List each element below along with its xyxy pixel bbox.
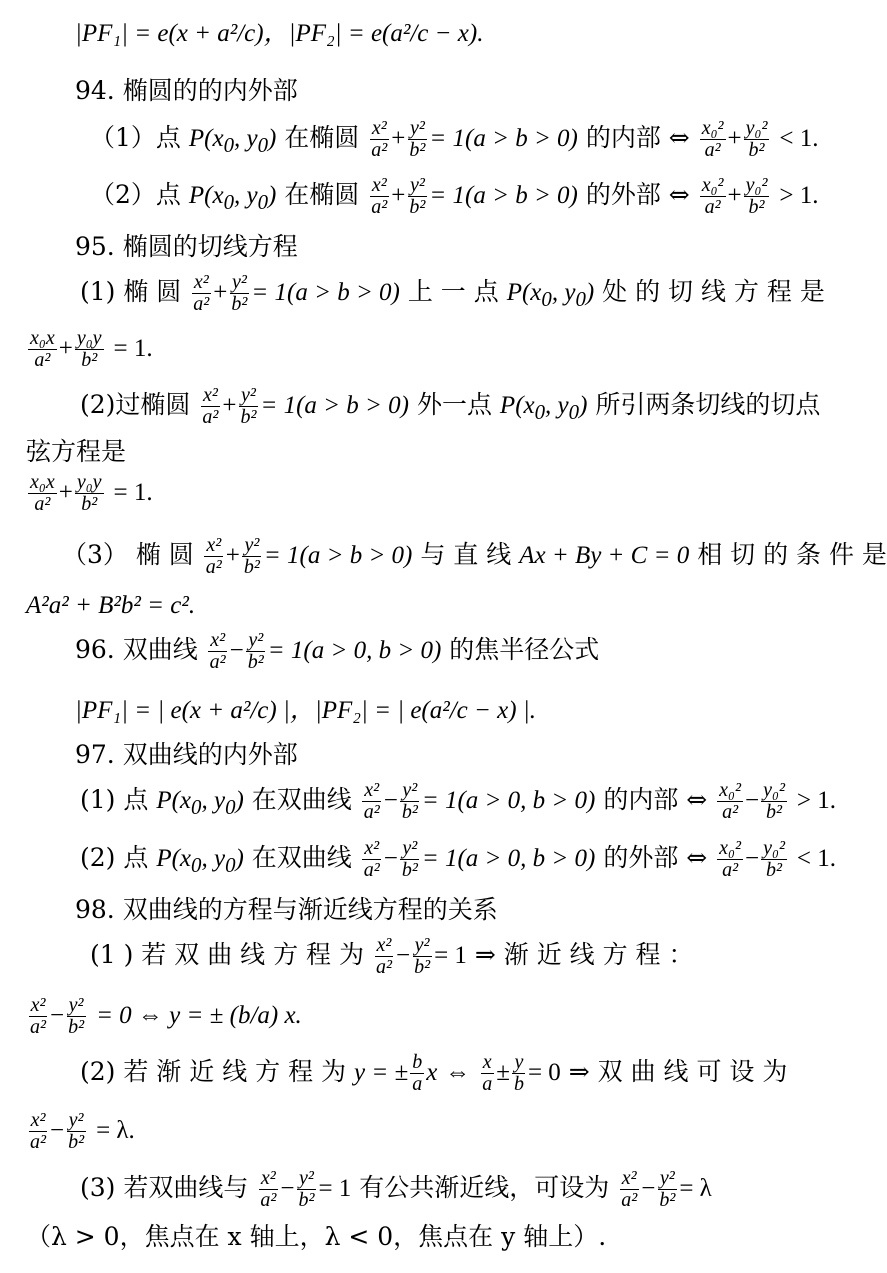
eq-95-1: = 1. xyxy=(113,335,153,362)
item-97-2-end: < 1. xyxy=(796,845,836,872)
frac-x2a2: $\frac{\text{x²}}{\text{a²}}$ xyxy=(363,837,380,881)
item-98-3-note: （λ > 0，焦点在 x 轴上，λ < 0，焦点在 y 轴上）. xyxy=(26,1222,607,1251)
item-95-2-a: (2)过椭圆 xyxy=(80,390,191,419)
item-94-2-end: > 1. xyxy=(779,182,819,209)
frac-x2a2: $\frac{\text{x²}}{\text{a²}}$ xyxy=(260,1167,277,1211)
item-98-1-b: ⇒ 渐 近 线 方 程 ： xyxy=(474,940,694,969)
item-95-3-a: （3） 椭 圆 xyxy=(62,540,194,569)
item-95-2-b: 外一点 xyxy=(416,390,492,419)
item-95-3-c: 相 切 的 条 件 是 xyxy=(697,540,887,569)
frac-x2a2: $\frac{\text{x²}}{\text{a²}}$ xyxy=(375,934,392,978)
point-p: $P(x_0$, $y_0$) xyxy=(506,279,595,311)
frac-x2a2: $\frac{\text{x²}}{\text{a²}}$ xyxy=(371,174,388,218)
frac-y2b2: $\frac{\text{y²}}{\text{b²}}$ xyxy=(409,117,426,161)
frac-x0: $\frac{\text{x₀²}}{\text{a²}}$ xyxy=(719,837,741,881)
heading-96: 96. 双曲线 $\frac{\text{x²}}{\text{a²}}$ − $\frac{\text{y²}}{\text{b²}}$ = 1(a > 0, b > 0) 的焦半径公式 xyxy=(75,629,600,673)
frac-x2a2: $\frac{\text{x²}}{\text{a²}}$ xyxy=(621,1167,638,1211)
hyperbola-focal-formula: |PF₁| = | e(x + a²/c) |，|PF₂| = | e(a²/c − x) |. xyxy=(75,697,536,724)
item-94-2-a: （2）点 xyxy=(90,180,181,209)
hyperbola-focal-radius xyxy=(75,695,536,726)
item-95-1-equation: $\frac{\text{x₀x}}{\text{a²}}$ + $\frac{\text{y₀y}}{\text{b²}}$ = 1. xyxy=(30,327,153,371)
frac-y0: $\frac{\text{y₀²}}{\text{b²}}$ xyxy=(745,174,768,218)
item-97-2-c: 的外部 ⇔ xyxy=(603,843,708,872)
item-95-2-equation: $\frac{\text{x₀x}}{\text{a²}}$ + $\frac{\text{y₀y}}{\text{b²}}$ = 1. xyxy=(30,471,153,515)
frac-y2b2: $\frac{\text{y²}}{\text{b²}}$ xyxy=(68,994,85,1038)
frac-x0x: $\frac{\text{x₀x}}{\text{a²}}$ xyxy=(30,471,55,515)
item-94-1: （1）点 $P(x_0$, $y_0$) 在椭圆 $\frac{\text{x²}}{\text{a²}}$ + $\frac{\text{y²}}{\text{b²}}$ = 1(a > b > 0) 的内部 ⇔ $\frac{\text{x₀²}}{\text{a²}}$ + $\frac{\text{y₀²}}{\text{b²}}$ < 1. xyxy=(90,117,819,161)
item-95-2-c: 所引两条切线的切点 xyxy=(595,390,821,419)
item-97-2-b: 在双曲线 xyxy=(251,843,352,872)
frac-x2a2: $\frac{\text{x²}}{\text{a²}}$ xyxy=(202,384,219,428)
item-98-1-a: (1 ) 若 双 曲 线 方 程 为 xyxy=(90,940,364,969)
point-p: $P(x_0$, $y_0$) xyxy=(156,845,244,877)
item-98-3-a: (3) 若双曲线与 xyxy=(80,1173,249,1202)
item-94-1-c: 的内部 ⇔ xyxy=(585,123,690,152)
asymptote: y = ± xyxy=(354,1059,409,1086)
frac-x0x: $\frac{\text{x₀x}}{\text{a²}}$ xyxy=(30,327,55,371)
frac-x2a2: $\frac{\text{x²}}{\text{a²}}$ xyxy=(209,629,226,673)
frac-x2a2: $\frac{\text{x²}}{\text{a²}}$ xyxy=(30,994,46,1038)
ellipse-focal-formula: |PF₁| = e(x + a²/c)，|PF₂| = e(a²/c − x). xyxy=(75,20,484,47)
item-95-3: （3） 椭 圆 $\frac{\text{x²}}{\text{a²}}$ + $\frac{\text{y²}}{\text{b²}}$ = 1(a > b > 0) 与 直 线 Ax + By + C = 0 相 切 的 条 件 是 xyxy=(62,534,887,578)
item-98-3-b: 有公共渐近线，可设为 xyxy=(359,1173,610,1202)
frac-y2b2: $\frac{\text{y²}}{\text{b²}}$ xyxy=(409,174,426,218)
item-95-2: (2)过椭圆 $\frac{\text{x²}}{\text{a²}}$ + $\frac{\text{y²}}{\text{b²}}$ = 1(a > b > 0) 外一点 $P(x_0$, $y_0$) 所引两条切线的切点 xyxy=(80,384,821,428)
frac-y2b2: $\frac{\text{y²}}{\text{b²}}$ xyxy=(231,271,248,315)
heading-96-b: 的焦半径公式 xyxy=(449,635,600,664)
frac-y2b2: $\frac{\text{y²}}{\text{b²}}$ xyxy=(240,384,257,428)
item-98-2-equation: $\frac{\text{x²}}{\text{a²}}$ − $\frac{\text{y²}}{\text{b²}}$ = λ. xyxy=(30,1109,135,1153)
eq-95-3: A²a² + B²b² = c². xyxy=(26,592,196,619)
item-94-2-b: 在椭圆 xyxy=(284,180,360,209)
frac-y0: $\frac{\text{y₀²}}{\text{b²}}$ xyxy=(745,117,768,161)
item-95-1-a: (1) 椭 圆 xyxy=(80,277,182,306)
item-95-3-b: 与 直 线 xyxy=(420,540,512,569)
point-p: $P(x_0$, $y_0$) xyxy=(499,392,588,424)
frac-x0: $\frac{\text{x₀²}}{\text{a²}}$ xyxy=(719,779,741,823)
item-94-1-end: < 1. xyxy=(779,125,819,152)
frac-y2b2: $\frac{\text{y²}}{\text{b²}}$ xyxy=(659,1167,676,1211)
heading-94: 94. 椭圆的的内外部 xyxy=(75,76,298,105)
line-eq: Ax + By + C = 0 xyxy=(519,542,690,569)
item-97-2: (2) 点 $P(x_0$, $y_0$) 在双曲线 $\frac{\text{x²}}{\text{a²}}$ − $\frac{\text{y²}}{\text{b²}}$ = 1(a > 0, b > 0) 的外部 ⇔ $\frac{\text{x₀²}}{\text{a²}}$ − $\frac{\text{y₀²}}{\text{b²}}$ < 1. xyxy=(80,837,836,881)
frac-x2a2: $\frac{\text{x²}}{\text{a²}}$ xyxy=(193,271,210,315)
item-94-2-c: 的外部 ⇔ xyxy=(585,180,690,209)
frac-ba: $\frac{b}{a}$ xyxy=(412,1051,423,1095)
item-97-1-end: > 1. xyxy=(796,787,836,814)
frac-x2a2: $\frac{\text{x²}}{\text{a²}}$ xyxy=(371,117,388,161)
item-95-1-b: 上 一 点 xyxy=(407,277,499,306)
frac-yb: $\frac{y}{b}$ xyxy=(513,1051,524,1095)
frac-x2a2: $\frac{\text{x²}}{\text{a²}}$ xyxy=(205,534,222,578)
point-p: $P(x_0$, $y_0$) xyxy=(188,125,277,157)
eq-98-2: = λ. xyxy=(96,1117,135,1144)
frac-x2a2: $\frac{\text{x²}}{\text{a²}}$ xyxy=(363,779,380,823)
item-98-1-equation: $\frac{\text{x²}}{\text{a²}}$ − $\frac{\text{y²}}{\text{b²}}$ = 0 ⇔ y = ± (b/a) x. xyxy=(30,994,302,1038)
frac-x0: $\frac{\text{x₀²}}{\text{a²}}$ xyxy=(701,174,724,218)
frac-y2b2: $\frac{\text{y²}}{\text{b²}}$ xyxy=(298,1167,315,1211)
item-97-1-c: 的内部 ⇔ xyxy=(603,785,708,814)
item-98-2-b: ⇒ 双 曲 线 可 设 为 xyxy=(568,1057,788,1086)
item-97-1-b: 在双曲线 xyxy=(251,785,352,814)
heading-95: 95. 椭圆的切线方程 xyxy=(75,232,298,261)
item-95-2-d: 弦方程是 xyxy=(26,437,127,466)
item-98-1: (1 ) 若 双 曲 线 方 程 为 $\frac{\text{x²}}{\text{a²}}$ − $\frac{\text{y²}}{\text{b²}}$ = 1 ⇒ 渐 近 线 方 程 ： xyxy=(90,934,694,978)
item-98-2: (2) 若 渐 近 线 方 程 为 y = ± $\frac{b}{a}$ x ⇔ $\frac{x}{a}$ ± $\frac{y}{b}$ = 0 ⇒ 双 曲 线 可 设 为 xyxy=(80,1051,788,1095)
frac-y0: $\frac{\text{y₀²}}{\text{b²}}$ xyxy=(763,779,785,823)
item-98-2-a: (2) 若 渐 近 线 方 程 为 xyxy=(80,1057,347,1086)
frac-y2b2: $\frac{\text{y²}}{\text{b²}}$ xyxy=(401,837,418,881)
frac-y0y: $\frac{\text{y₀y}}{\text{b²}}$ xyxy=(76,327,102,371)
item-94-2: （2）点 $P(x_0$, $y_0$) 在椭圆 $\frac{\text{x²}}{\text{a²}}$ + $\frac{\text{y²}}{\text{b²}}$ = 1(a > b > 0) 的外部 ⇔ $\frac{\text{x₀²}}{\text{a²}}$ + $\frac{\text{y₀²}}{\text{b²}}$ > 1. xyxy=(90,174,819,218)
eq-98-1: = 0 ⇔ y = ± (b/a) x. xyxy=(96,1002,302,1029)
frac-y2b2: $\frac{\text{y²}}{\text{b²}}$ xyxy=(243,534,260,578)
item-95-3-condition xyxy=(26,590,195,621)
frac-y2b2: $\frac{\text{y²}}{\text{b²}}$ xyxy=(414,934,431,978)
item-97-2-a: (2) 点 xyxy=(80,843,149,872)
item-94-1-b: 在椭圆 xyxy=(284,123,360,152)
item-97-1-a: (1) 点 xyxy=(80,785,149,814)
item-95-1: (1) 椭 圆 $\frac{\text{x²}}{\text{a²}}$ + $\frac{\text{y²}}{\text{b²}}$ = 1(a > b > 0) 上 一 点 $P(x_0$, $y_0$) 处 的 切 线 方 程 是 xyxy=(80,271,825,315)
frac-x2a2: $\frac{\text{x²}}{\text{a²}}$ xyxy=(30,1109,46,1153)
item-98-3: (3) 若双曲线与 $\frac{\text{x²}}{\text{a²}}$ − $\frac{\text{y²}}{\text{b²}}$ = 1 有公共渐近线，可设为 $\frac{\text{x²}}{\text{a²}}$ − $\frac{\text{y²}}{\text{b²}}$ = λ xyxy=(80,1167,712,1211)
frac-x0: $\frac{\text{x₀²}}{\text{a²}}$ xyxy=(701,117,724,161)
frac-y2b2: $\frac{\text{y²}}{\text{b²}}$ xyxy=(401,779,418,823)
frac-y0: $\frac{\text{y₀²}}{\text{b²}}$ xyxy=(763,837,785,881)
point-p: $P(x_0$, $y_0$) xyxy=(156,787,244,819)
heading-97: 97. 双曲线的内外部 xyxy=(75,740,298,769)
frac-y2b2: $\frac{\text{y²}}{\text{b²}}$ xyxy=(247,629,264,673)
frac-y0y: $\frac{\text{y₀y}}{\text{b²}}$ xyxy=(76,471,102,515)
ellipse-focal-radius xyxy=(75,18,483,49)
frac-y2b2: $\frac{\text{y²}}{\text{b²}}$ xyxy=(68,1109,85,1153)
point-p: $P(x_0$, $y_0$) xyxy=(188,182,277,214)
eq-95-2: = 1. xyxy=(113,479,153,506)
item-94-1-a: （1）点 xyxy=(90,123,181,152)
frac-xa: $\frac{x}{a}$ xyxy=(482,1051,493,1095)
heading-96-a: 96. 双曲线 xyxy=(75,635,198,664)
item-95-1-c: 处 的 切 线 方 程 是 xyxy=(602,277,825,306)
item-97-1: (1) 点 $P(x_0$, $y_0$) 在双曲线 $\frac{\text{x²}}{\text{a²}}$ − $\frac{\text{y²}}{\text{b²}}$ = 1(a > 0, b > 0) 的内部 ⇔ $\frac{\text{x₀²}}{\text{a²}}$ − $\frac{\text{y₀²}}{\text{b²}}$ > 1. xyxy=(80,779,836,823)
heading-98: 98. 双曲线的方程与渐近线方程的关系 xyxy=(75,895,498,924)
